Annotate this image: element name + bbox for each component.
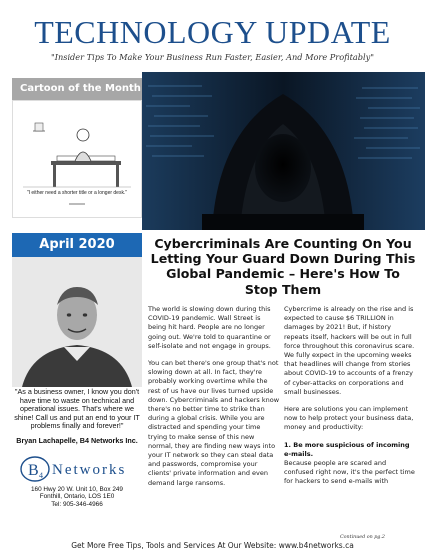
cartoon-drawing-icon (13, 101, 141, 217)
cartoon-caption: "I either need a shorter title or a longer desk." (26, 190, 128, 196)
cartoon-heading: Cartoon of the Month (12, 78, 142, 100)
article-column-2 (284, 305, 416, 495)
b4-logo-icon (20, 455, 50, 483)
article-paragraph: Because people are scared and confused right now, it's the perfect time for hackers to send e-mails with (284, 459, 415, 486)
address-line-1: 160 Hwy 20 W. Unit 10, Box 249 (30, 486, 123, 493)
article-paragraph: You can bet there's one group that's not slowing down at all. In fact, they're probably working overtime while the rest of us have our lives turned upside down. Cybercriminals and hackers know there's no better time to strike than during a global crisis. While you are distracted and spending your time trying to make sense of this new normal, they are finding new ways into your IT network so they can steal data and passwords, compromise your clients' private information and even demand large ransoms. (148, 359, 280, 487)
article-paragraph: Here are solutions you can implement now to help protect your business data, money and productivity: (284, 405, 414, 432)
sidebar-quote: "As a business owner, I know you don't have time to waste on technical and operational issues. That's where we shine! Call us and put an end to your IT problems finally and forever!" (14, 387, 140, 431)
logo-mark: B (28, 462, 39, 479)
address-line-2: Fonthill, Ontario, LOS 1E0 (39, 493, 115, 501)
hooded-hacker-icon (142, 72, 425, 230)
hacker-hero-image (142, 72, 425, 230)
person-photo-icon (12, 257, 142, 387)
newsletter-tagline: "Insider Tips To Make Your Business Run Faster, Easier, And More Profitably" (50, 52, 375, 62)
article-paragraph: The world is slowing down during this COVID-19 pandemic. Wall Street is being hit hard. People are no longer going out. We're told to quarantine or self-isolate and not engage in groups. (148, 305, 271, 350)
author-portrait (12, 257, 142, 387)
continued-note: Continued on pg.2 (340, 535, 385, 540)
article-subheading: 1. Be more suspicious of incoming e-mails. (284, 440, 410, 458)
logo-wordmark: Networks (52, 462, 127, 478)
newsletter-title: TECHNOLOGY UPDATE (34, 14, 391, 50)
quote-signature: Bryan Lachapelle, B4 Networks Inc. (16, 436, 138, 445)
company-address (12, 486, 142, 508)
article-column-1 (148, 305, 280, 496)
cartoon-image (12, 100, 142, 218)
footer-website[interactable]: Get More Free Tips, Tools and Services At Our Website: www.b4networks.ca (71, 541, 354, 550)
phone-number: Tel: 905-346-4966 (51, 500, 103, 508)
article-paragraph: Cybercrime is already on the rise and is expected to cause $6 TRILLION in damages by 2021! But, if history repeats itself, hackers will be out in full force throughout this coronavirus scare. We fully expect in the upcoming weeks that headlines will change from stories about COVID-19 to accounts of a frenzy of cyber-attacks on corporations and small businesses. (284, 305, 415, 396)
article-title: Cybercriminals Are Counting On You Letting Your Guard Down During This Global Pandemic – Here's How To Stop Them (150, 236, 416, 297)
logo-subscript: 4 (39, 471, 43, 480)
issue-month-label: April 2020 (12, 233, 142, 257)
